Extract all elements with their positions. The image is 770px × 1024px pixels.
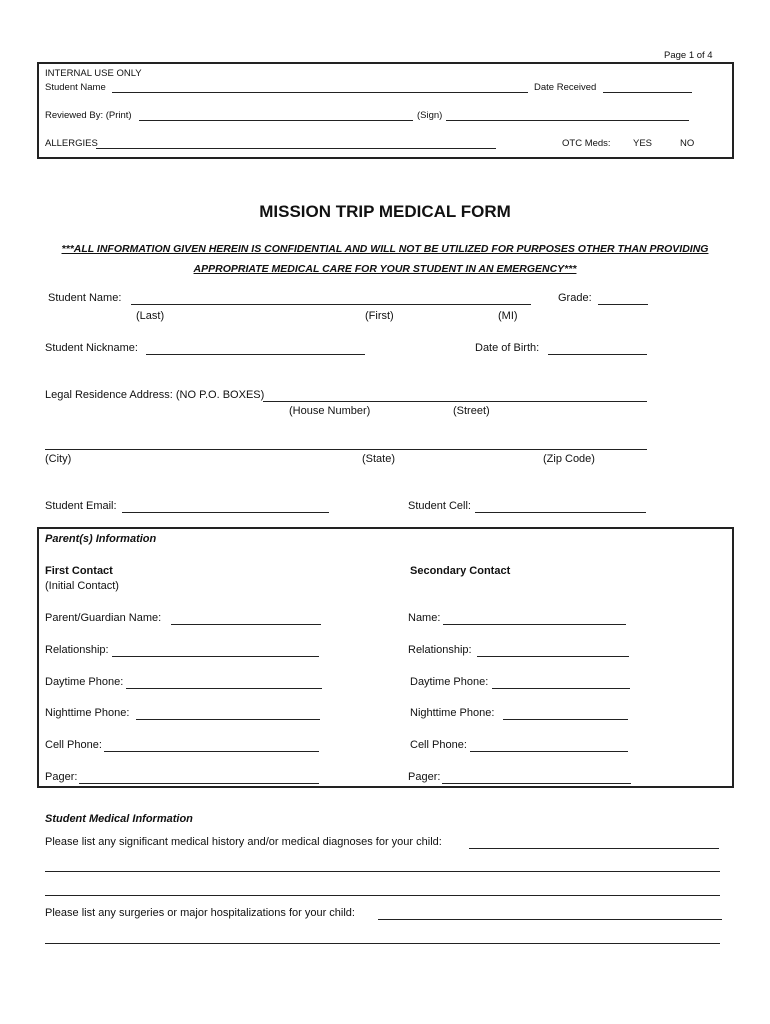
secondary-cell-phone-field[interactable] bbox=[470, 751, 628, 752]
medical-info-heading: Student Medical Information bbox=[45, 813, 193, 825]
address-label: Legal Residence Address: (NO P.O. BOXES) bbox=[45, 389, 265, 401]
pager-label: Pager: bbox=[45, 771, 78, 783]
surgeries-line-2[interactable] bbox=[45, 943, 720, 944]
student-name-field[interactable] bbox=[131, 304, 531, 305]
surgeries-label: Please list any surgeries or major hospitalizations for your child: bbox=[45, 907, 355, 919]
pager-field[interactable] bbox=[79, 783, 319, 784]
surgeries-field[interactable] bbox=[378, 919, 722, 920]
cell-phone-field[interactable] bbox=[104, 751, 319, 752]
parents-info-box bbox=[37, 527, 734, 788]
secondary-relationship-field[interactable] bbox=[477, 656, 629, 657]
student-cell-label: Student Cell: bbox=[408, 500, 471, 512]
secondary-nighttime-phone-field[interactable] bbox=[503, 719, 628, 720]
reviewed-by-label: Reviewed By: (Print) bbox=[45, 110, 132, 121]
secondary-cell-phone-label: Cell Phone: bbox=[410, 739, 467, 751]
nighttime-phone-label: Nighttime Phone: bbox=[45, 707, 130, 719]
grade-field[interactable] bbox=[598, 304, 648, 305]
last-name-caption: (Last) bbox=[136, 310, 165, 322]
first-name-caption: (First) bbox=[365, 310, 394, 322]
otc-meds-label: OTC Meds: bbox=[562, 138, 611, 149]
dob-field[interactable] bbox=[548, 354, 647, 355]
secondary-pager-field[interactable] bbox=[442, 783, 631, 784]
dob-label: Date of Birth: bbox=[475, 342, 540, 354]
nighttime-phone-field[interactable] bbox=[136, 719, 320, 720]
initial-contact-caption: (Initial Contact) bbox=[45, 580, 119, 592]
page-number: Page 1 of 4 bbox=[664, 50, 713, 61]
student-email-field[interactable] bbox=[122, 512, 329, 513]
city-state-zip-field[interactable] bbox=[45, 449, 647, 450]
state-caption: (State) bbox=[362, 453, 396, 465]
middle-initial-caption: (MI) bbox=[498, 310, 518, 322]
confidential-notice-line1: ***ALL INFORMATION GIVEN HEREIN IS CONFIDENTIAL AND WILL NOT BE UTILIZED FOR PURPOSES OTHER THAN PROVIDING bbox=[61, 243, 709, 255]
date-received-field[interactable] bbox=[603, 92, 692, 93]
secondary-daytime-phone-field[interactable] bbox=[492, 688, 630, 689]
student-email-label: Student Email: bbox=[45, 500, 117, 512]
reviewed-by-field[interactable] bbox=[139, 120, 413, 121]
internal-use-heading: INTERNAL USE ONLY bbox=[45, 68, 142, 79]
medical-history-label: Please list any significant medical history and/or medical diagnoses for your child: bbox=[45, 836, 442, 848]
cell-phone-label: Cell Phone: bbox=[45, 739, 102, 751]
zip-caption: (Zip Code) bbox=[543, 453, 595, 465]
date-received-label: Date Received bbox=[534, 82, 597, 93]
nickname-field[interactable] bbox=[146, 354, 365, 355]
otc-yes-option[interactable]: YES bbox=[633, 138, 653, 149]
student-cell-field[interactable] bbox=[475, 512, 646, 513]
confidential-notice-line2: APPROPRIATE MEDICAL CARE FOR YOUR STUDENT IN AN EMERGENCY*** bbox=[193, 263, 577, 275]
grade-label: Grade: bbox=[558, 292, 592, 304]
internal-student-name-field[interactable] bbox=[112, 92, 528, 93]
address-field[interactable] bbox=[263, 401, 647, 402]
relationship-field[interactable] bbox=[112, 656, 319, 657]
secondary-name-field[interactable] bbox=[443, 624, 626, 625]
daytime-phone-field[interactable] bbox=[126, 688, 322, 689]
street-caption: (Street) bbox=[453, 405, 490, 417]
nickname-label: Student Nickname: bbox=[45, 342, 138, 354]
medical-history-field[interactable] bbox=[469, 848, 719, 849]
secondary-nighttime-phone-label: Nighttime Phone: bbox=[410, 707, 495, 719]
allergies-field[interactable] bbox=[96, 148, 496, 149]
secondary-contact-heading: Secondary Contact bbox=[410, 565, 511, 577]
sign-field[interactable] bbox=[446, 120, 689, 121]
parent-name-field[interactable] bbox=[171, 624, 321, 625]
sign-label: (Sign) bbox=[417, 110, 443, 121]
otc-no-option[interactable]: NO bbox=[680, 138, 695, 149]
secondary-daytime-phone-label: Daytime Phone: bbox=[410, 676, 489, 688]
city-caption: (City) bbox=[45, 453, 72, 465]
daytime-phone-label: Daytime Phone: bbox=[45, 676, 124, 688]
allergies-label: ALLERGIES bbox=[45, 138, 98, 149]
secondary-relationship-label: Relationship: bbox=[408, 644, 472, 656]
internal-student-name-label: Student Name bbox=[45, 82, 106, 93]
secondary-pager-label: Pager: bbox=[408, 771, 441, 783]
house-number-caption: (House Number) bbox=[289, 405, 371, 417]
parents-heading: Parent(s) Information bbox=[45, 533, 157, 545]
medical-history-line-3[interactable] bbox=[45, 895, 720, 896]
relationship-label: Relationship: bbox=[45, 644, 109, 656]
form-title: MISSION TRIP MEDICAL FORM bbox=[259, 202, 511, 221]
parent-name-label: Parent/Guardian Name: bbox=[45, 612, 162, 624]
student-name-label: Student Name: bbox=[48, 292, 122, 304]
medical-history-line-2[interactable] bbox=[45, 871, 720, 872]
first-contact-heading: First Contact bbox=[45, 565, 113, 577]
secondary-name-label: Name: bbox=[408, 612, 441, 624]
